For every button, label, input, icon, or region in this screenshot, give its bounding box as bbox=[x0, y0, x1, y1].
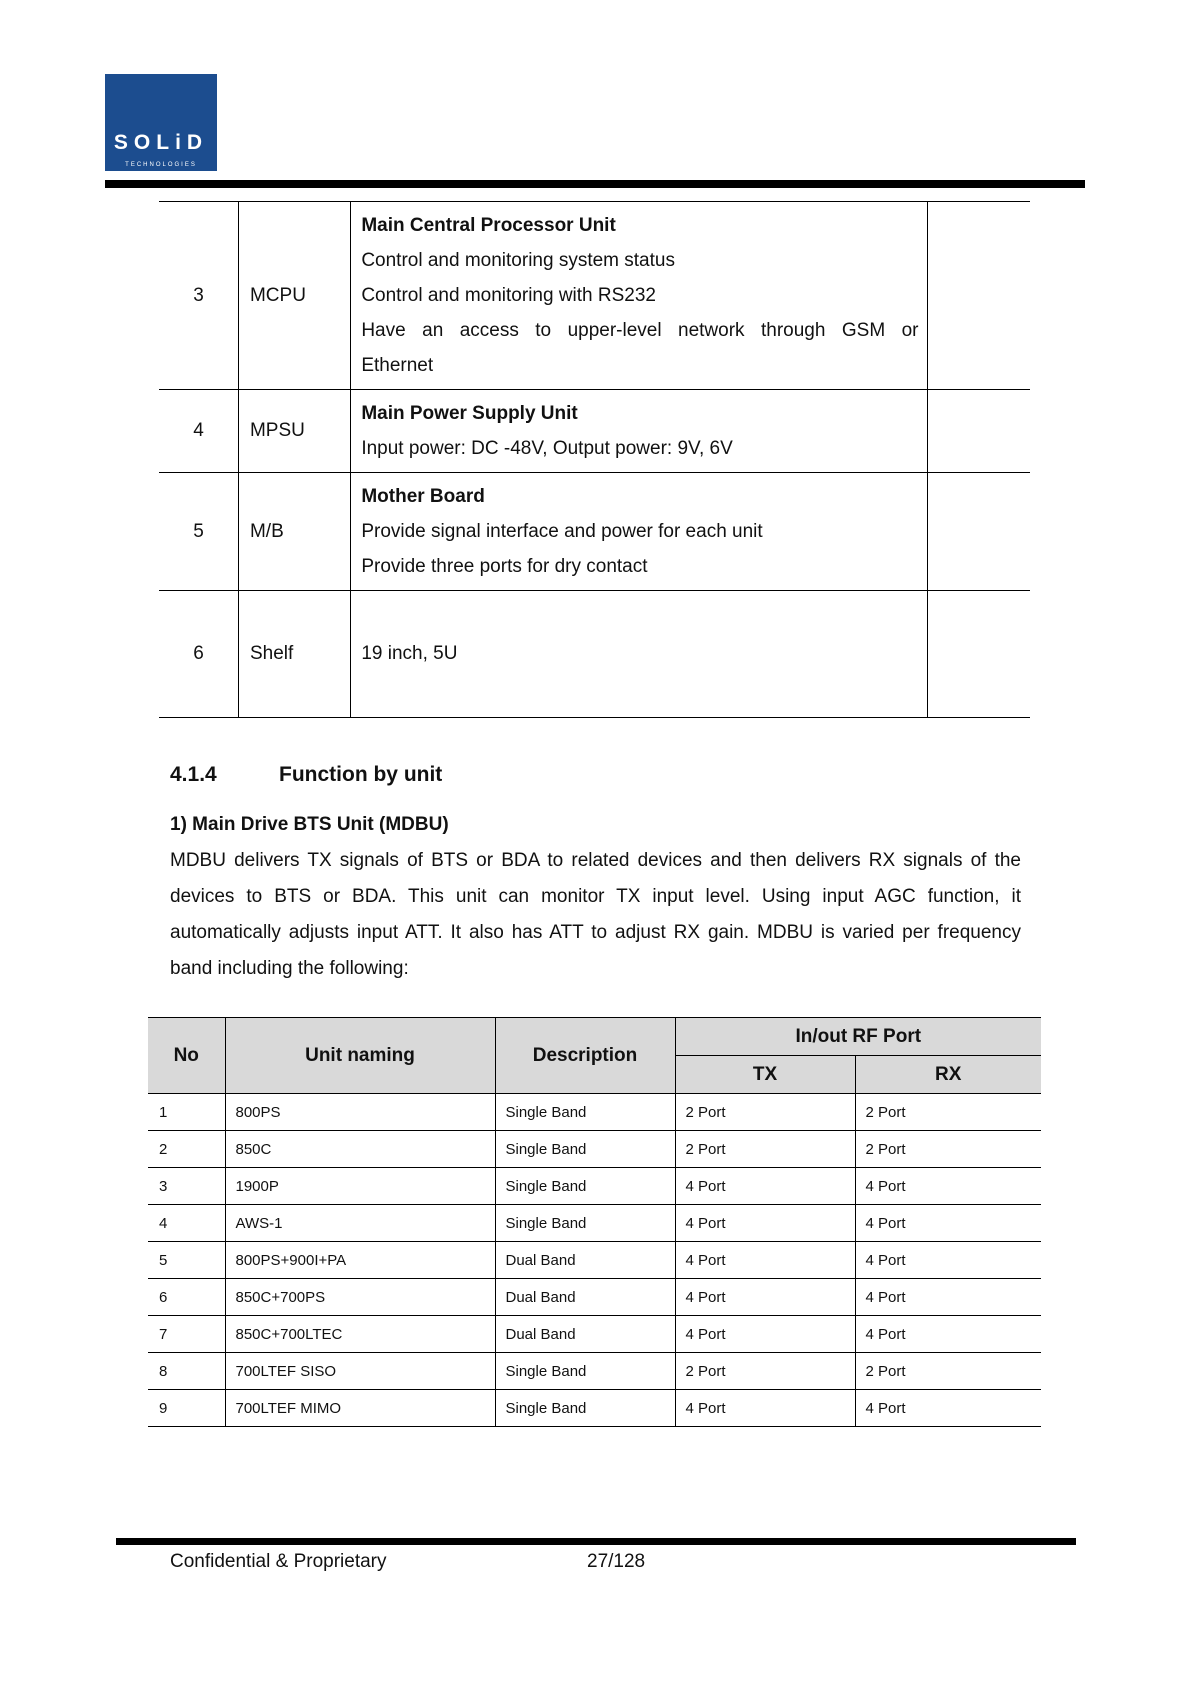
description-line: Input power: DC -48V, Output power: 9V, 6V bbox=[361, 438, 733, 459]
unit-description bbox=[351, 390, 928, 473]
cell-unit-naming: 700LTEF SISO bbox=[225, 1353, 495, 1390]
cell-description: Single Band bbox=[495, 1353, 675, 1390]
unit-title: Main Power Supply Unit bbox=[361, 403, 578, 424]
cell-description: Dual Band bbox=[495, 1242, 675, 1279]
cell-rx: 2 Port bbox=[855, 1094, 1041, 1131]
cell-tx: 2 Port bbox=[675, 1353, 855, 1390]
cell-no: 7 bbox=[148, 1316, 225, 1353]
cell-unit-naming: 850C+700LTEC bbox=[225, 1316, 495, 1353]
header-tx: TX bbox=[675, 1056, 855, 1094]
description-line: Provide signal interface and power for each unit bbox=[361, 521, 763, 542]
mdbu-table bbox=[148, 1017, 1041, 1427]
cell-unit-naming: 850C bbox=[225, 1131, 495, 1168]
cell-rx: 4 Port bbox=[855, 1390, 1041, 1427]
table-row bbox=[148, 1316, 1041, 1353]
cell-description: Single Band bbox=[495, 1094, 675, 1131]
section-number: 4.1.4 bbox=[170, 763, 217, 786]
table-row bbox=[148, 1390, 1041, 1427]
cell-unit-naming: 700LTEF MIMO bbox=[225, 1390, 495, 1427]
cell-unit-naming: AWS-1 bbox=[225, 1205, 495, 1242]
footer-rule bbox=[116, 1538, 1076, 1545]
description-line: Control and monitoring with RS232 bbox=[361, 285, 656, 306]
cell-tx: 4 Port bbox=[675, 1205, 855, 1242]
company-logo bbox=[105, 74, 217, 171]
cell-rx: 4 Port bbox=[855, 1168, 1041, 1205]
cell-tx: 2 Port bbox=[675, 1094, 855, 1131]
table-row bbox=[159, 591, 1030, 718]
cell-tx: 4 Port bbox=[675, 1168, 855, 1205]
cell-description: Single Band bbox=[495, 1131, 675, 1168]
cell-unit-naming: 850C+700PS bbox=[225, 1279, 495, 1316]
row-number: 3 bbox=[159, 202, 238, 390]
logo-text: SOLiD bbox=[113, 131, 209, 154]
cell-rx: 4 Port bbox=[855, 1205, 1041, 1242]
unit-title: Main Central Processor Unit bbox=[361, 215, 616, 236]
footer-confidential: Confidential & Proprietary bbox=[170, 1551, 387, 1572]
cell-no: 1 bbox=[148, 1094, 225, 1131]
section-heading bbox=[170, 763, 442, 787]
cell-tx: 2 Port bbox=[675, 1131, 855, 1168]
table-row bbox=[148, 1168, 1041, 1205]
cell-unit-naming: 800PS+900I+PA bbox=[225, 1242, 495, 1279]
subsection-heading: 1) Main Drive BTS Unit (MDBU) bbox=[170, 814, 449, 835]
remarks-cell bbox=[928, 591, 1030, 718]
table-row bbox=[148, 1353, 1041, 1390]
cell-no: 8 bbox=[148, 1353, 225, 1390]
unit-description: 19 inch, 5U bbox=[351, 591, 928, 718]
remarks-cell bbox=[928, 202, 1030, 390]
cell-no: 3 bbox=[148, 1168, 225, 1205]
section-title: Function by unit bbox=[279, 763, 443, 786]
header-rf-port: In/out RF Port bbox=[675, 1018, 1041, 1056]
description-line: Ethernet bbox=[361, 355, 434, 376]
cell-rx: 2 Port bbox=[855, 1353, 1041, 1390]
cell-tx: 4 Port bbox=[675, 1242, 855, 1279]
unit-title: Mother Board bbox=[361, 486, 485, 507]
table-row bbox=[148, 1205, 1041, 1242]
description-line: Have an access to upper-level network through GSM or bbox=[361, 320, 919, 341]
unit-name: MCPU bbox=[238, 202, 350, 390]
table-row bbox=[159, 390, 1030, 473]
cell-tx: 4 Port bbox=[675, 1390, 855, 1427]
unit-name: Shelf bbox=[238, 591, 350, 718]
cell-tx: 4 Port bbox=[675, 1279, 855, 1316]
cell-description: Single Band bbox=[495, 1390, 675, 1427]
row-number: 5 bbox=[159, 473, 238, 591]
unit-description bbox=[351, 473, 928, 591]
cell-no: 2 bbox=[148, 1131, 225, 1168]
cell-no: 5 bbox=[148, 1242, 225, 1279]
cell-no: 4 bbox=[148, 1205, 225, 1242]
logo-subtext: TECHNOLOGIES bbox=[125, 162, 197, 168]
row-number: 4 bbox=[159, 390, 238, 473]
cell-no: 6 bbox=[148, 1279, 225, 1316]
header-no: No bbox=[148, 1018, 225, 1094]
unit-name: MPSU bbox=[238, 390, 350, 473]
cell-rx: 4 Port bbox=[855, 1316, 1041, 1353]
header-rx: RX bbox=[855, 1056, 1041, 1094]
table-header-row bbox=[148, 1018, 1041, 1056]
cell-description: Dual Band bbox=[495, 1279, 675, 1316]
header-description: Description bbox=[495, 1018, 675, 1094]
table-row bbox=[148, 1131, 1041, 1168]
unit-name: M/B bbox=[238, 473, 350, 591]
table-row bbox=[159, 202, 1030, 390]
cell-unit-naming: 1900P bbox=[225, 1168, 495, 1205]
cell-tx: 4 Port bbox=[675, 1316, 855, 1353]
cell-rx: 2 Port bbox=[855, 1131, 1041, 1168]
cell-description: Dual Band bbox=[495, 1316, 675, 1353]
header-unit-naming: Unit naming bbox=[225, 1018, 495, 1094]
header-rule bbox=[105, 180, 1085, 188]
cell-unit-naming: 800PS bbox=[225, 1094, 495, 1131]
body-paragraph: MDBU delivers TX signals of BTS or BDA to related devices and then delivers RX signals of the devices to BTS or BDA. This unit can monitor TX input level. Using input AGC function, it automatically adjusts input ATT. It also has ATT to adjust RX gain. MDBU is varied per frequency band including the following: bbox=[170, 850, 1021, 979]
description-line: Control and monitoring system status bbox=[361, 250, 675, 271]
table-row bbox=[159, 473, 1030, 591]
table-row bbox=[148, 1279, 1041, 1316]
table-row bbox=[148, 1242, 1041, 1279]
remarks-cell bbox=[928, 390, 1030, 473]
unit-description bbox=[351, 202, 928, 390]
units-table bbox=[159, 201, 1030, 718]
cell-description: Single Band bbox=[495, 1205, 675, 1242]
cell-rx: 4 Port bbox=[855, 1242, 1041, 1279]
cell-rx: 4 Port bbox=[855, 1279, 1041, 1316]
row-number: 6 bbox=[159, 591, 238, 718]
page-number: 27/128 bbox=[587, 1551, 646, 1572]
description-line: Provide three ports for dry contact bbox=[361, 556, 648, 577]
remarks-cell bbox=[928, 473, 1030, 591]
cell-description: Single Band bbox=[495, 1168, 675, 1205]
table-row bbox=[148, 1094, 1041, 1131]
cell-no: 9 bbox=[148, 1390, 225, 1427]
